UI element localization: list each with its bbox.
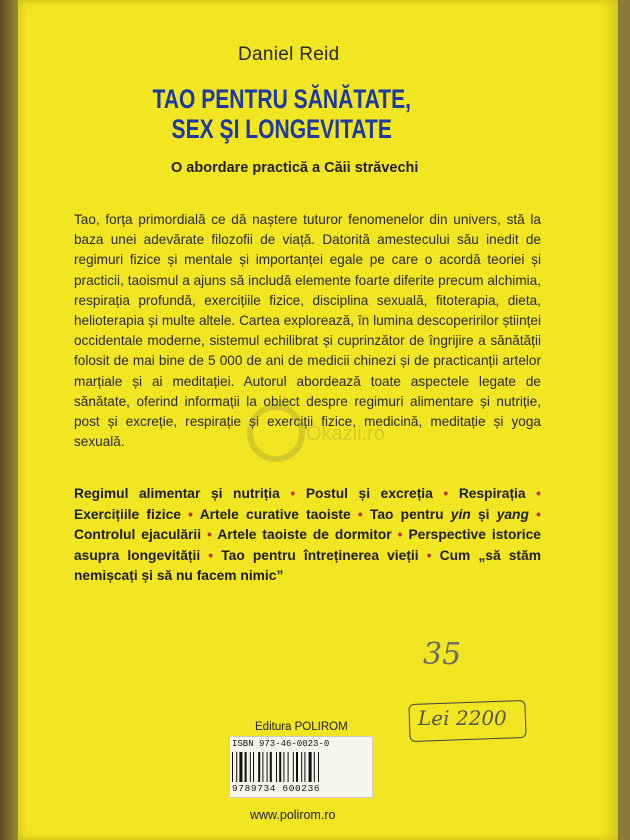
author-name: Daniel Reid: [238, 44, 340, 65]
topic-item: Controlul ejaculării: [74, 527, 202, 543]
bullet-separator: •: [443, 486, 449, 501]
description-paragraph: Tao, forța primordială ce dă naștere tuturor fenomenelor din univers, stă la baza unei adevărate filozofii de viață. Datorită amestecului său inedit de regimuri fizice și mentale și importanței egale pe care o acordă teoriei și practicii, taoismul a ajuns să includă elemente foarte diferite precum alchimia, respirația profundă, exercițiile fizice, disciplina sexuală, fitoterapia, dieta, helioterapia și multe altele. Cartea explorează, în lumina descoperirilor științei occidentale moderne, sistemul echilibrat și cuprinzător de îngrijire a sănătății folosit de mai bine de 5 000 de ani de medicii chinezi și de practicanții artelor marțiale și ai meditației. Autorul abordează toate aspectele legate de sănătate, oferind informații la obiect despre regimuri alimentare și nutriție, post și excreție, respirație și exerciții fizice, medicină, meditație și yoga sexuală.: [74, 212, 541, 450]
topics-list: [74, 484, 541, 587]
bullet-separator: •: [536, 506, 541, 522]
bullet-separator: •: [357, 506, 363, 522]
book-title: [132, 84, 432, 144]
bullet-separator: •: [188, 506, 193, 522]
publisher-website: www.polirom.ro: [250, 808, 336, 822]
bullet-separator: •: [290, 486, 296, 501]
topic-item: Regimul alimentar și nutriția: [74, 486, 280, 501]
topic-item: Artele curative taoiste: [199, 506, 351, 522]
bullet-separator: •: [207, 527, 212, 543]
ean-number: 9789734 600236: [232, 783, 321, 794]
price-label: [418, 706, 507, 730]
topic-item: Tao pentru întreținerea vieții: [221, 547, 419, 563]
topic-item-italic: yang: [496, 506, 529, 522]
topic-item: Perspective istorice asupra longevității: [74, 527, 541, 563]
bullet-separator: •: [208, 547, 214, 563]
book-subtitle: O abordare practică a Căii străvechi: [171, 160, 419, 176]
isbn-number: ISBN 973-46-0023-0: [232, 739, 330, 749]
watermark-text: Okazii.ro: [306, 423, 385, 445]
bullet-separator: •: [397, 527, 403, 543]
title-line-2: SEX ŞI LONGEVITATE: [171, 114, 392, 144]
watermark-logo: [236, 398, 386, 468]
publisher-name: Editura POLIROM: [255, 721, 348, 733]
barcode-icon: [232, 752, 368, 782]
price-prefix: Lei: [418, 706, 450, 730]
bullet-separator: •: [426, 547, 432, 563]
bullet-separator: •: [536, 486, 541, 501]
topic-item: și: [477, 506, 490, 522]
topic-item: Postul și excreția: [305, 486, 433, 501]
handwritten-note: 35: [423, 637, 462, 672]
topic-item: Tao pentru: [369, 506, 444, 522]
topic-item: Exercițiile fizice: [74, 506, 181, 522]
topic-item: Respirația: [458, 486, 526, 501]
title-line-1: TAO PENTRU SĂNĂTATE,: [152, 84, 412, 114]
topic-item: Artele taoiste de dormitor: [217, 527, 392, 543]
book-edge-shadow: [0, 0, 18, 840]
price-value: 2200: [455, 706, 507, 730]
topic-item: Cum „să stăm nemișcați și să nu facem nimic”: [74, 547, 541, 584]
topic-item-italic: yin: [450, 506, 471, 522]
